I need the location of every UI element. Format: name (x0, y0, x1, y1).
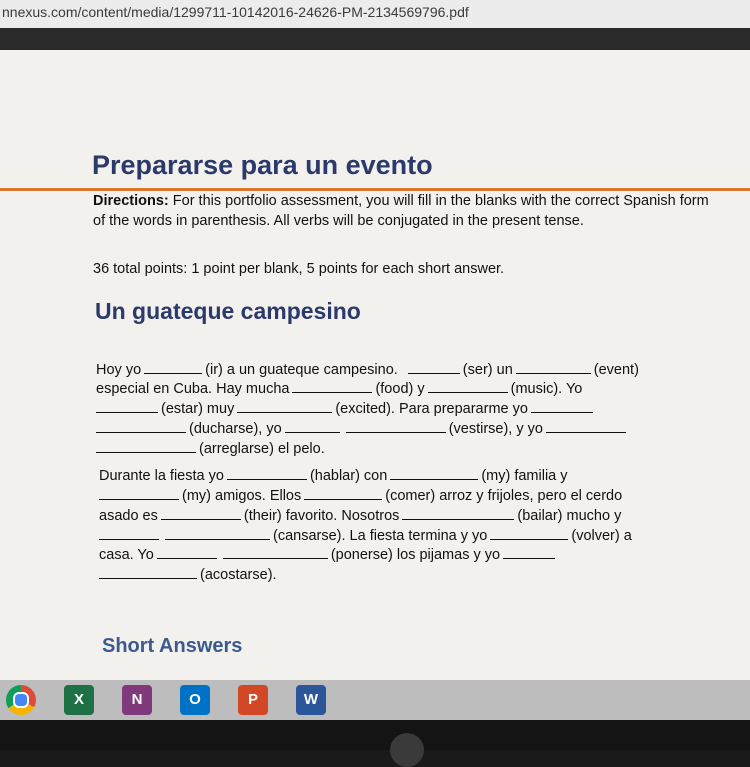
p1-line1: Hoy yo (ir) a un guateque campesino. (ser) un (event) (96, 362, 639, 378)
fill-blank[interactable] (96, 420, 186, 433)
points-info: 36 total points: 1 point per blank, 5 points for each short answer. (93, 261, 505, 277)
hp-logo (390, 733, 424, 767)
fill-blank[interactable] (390, 467, 478, 480)
address-bar[interactable] (0, 0, 750, 28)
p2-line3: asado es (their) favorito. Nosotros (bailar) mucho y (99, 508, 622, 524)
p1-line3: (estar) muy (excited). Para prepararme yo (96, 400, 596, 417)
excel-icon[interactable]: X (64, 685, 94, 715)
fill-blank[interactable] (165, 527, 270, 540)
fill-blank[interactable] (531, 400, 593, 413)
outlook-icon[interactable]: O (180, 685, 210, 715)
p2-line4: (cansarse). La fiesta termina y yo (volver) a (99, 527, 632, 544)
fill-blank[interactable] (292, 380, 372, 393)
fill-blank[interactable] (304, 487, 382, 500)
fill-blank[interactable] (96, 400, 158, 413)
fill-blank[interactable] (285, 420, 340, 433)
pdf-page[interactable] (0, 50, 750, 680)
fill-blank[interactable] (99, 527, 159, 540)
page-title: Prepararse para un evento (92, 150, 433, 180)
chrome-icon[interactable] (6, 685, 36, 715)
directions-label: Directions: (93, 193, 169, 209)
toolbar-band (0, 28, 750, 50)
fill-blank[interactable] (99, 566, 197, 579)
onenote-icon[interactable]: N (122, 685, 152, 715)
fill-blank[interactable] (516, 361, 591, 374)
fill-blank[interactable] (546, 420, 626, 433)
p2-line1: Durante la fiesta yo (hablar) con (my) familia y (99, 468, 568, 484)
fill-blank[interactable] (157, 546, 217, 559)
fill-blank[interactable] (144, 361, 202, 374)
fill-blank[interactable] (402, 507, 514, 520)
section-title: Un guateque campesino (95, 298, 361, 324)
fill-blank[interactable] (161, 507, 241, 520)
fill-blank[interactable] (237, 400, 332, 413)
monitor-bezel (0, 720, 750, 750)
word-icon[interactable]: W (296, 685, 326, 715)
p1-line5: (arreglarse) el pelo. (96, 440, 325, 457)
fill-blank[interactable] (490, 527, 568, 540)
fill-blank[interactable] (408, 361, 460, 374)
directions-text: For this portfolio assessment, you will fill in the blanks with the correct Spanish form of the words in parenthesis. All verbs will be conjugated in the present tense. (93, 193, 709, 229)
url-text[interactable]: nnexus.com/content/media/1299711-10142016-24626-PM-2134569796.pdf (2, 4, 469, 20)
fill-blank[interactable] (503, 546, 555, 559)
fill-blank[interactable] (96, 440, 196, 453)
p2-line6: (acostarse). (99, 566, 277, 583)
fill-blank[interactable] (223, 546, 328, 559)
directions (93, 191, 718, 231)
powerpoint-icon[interactable]: P (238, 685, 268, 715)
taskbar (0, 680, 750, 720)
short-answers-heading: Short Answers (102, 635, 243, 657)
p1-line4: (ducharse), yo (vestirse), y yo (96, 420, 629, 437)
fill-blank[interactable] (227, 467, 307, 480)
fill-blank[interactable] (346, 420, 446, 433)
fill-blank[interactable] (428, 380, 508, 393)
p2-line2: (my) amigos. Ellos (comer) arroz y frijoles, pero el cerdo (99, 487, 622, 504)
fill-blank[interactable] (99, 487, 179, 500)
p2-line5: casa. Yo (ponerse) los pijamas y yo (99, 546, 558, 563)
p1-line2: especial en Cuba. Hay mucha (food) y (music). Yo (96, 381, 583, 397)
